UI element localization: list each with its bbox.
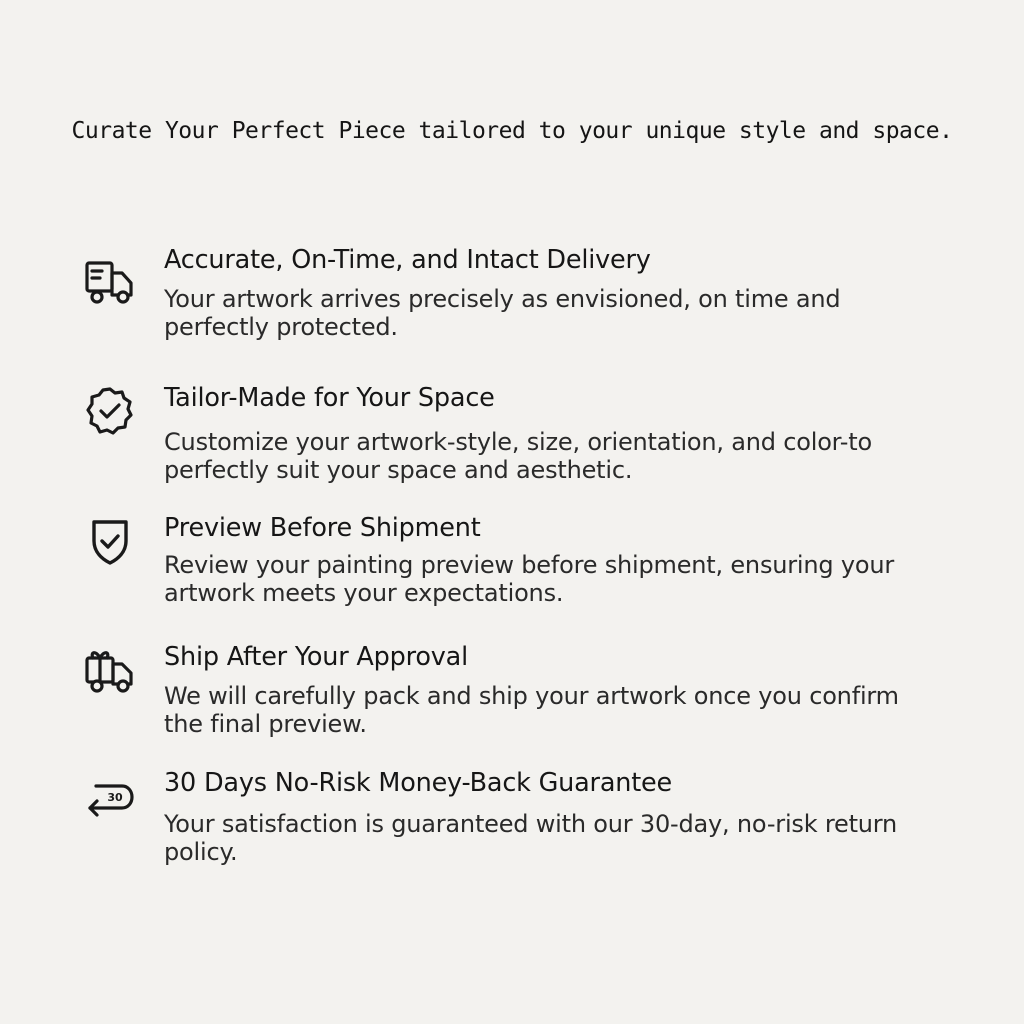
return-30-icon xyxy=(82,772,138,828)
feature-title: Preview Before Shipment xyxy=(164,513,481,543)
gift-truck-icon xyxy=(82,642,138,698)
feature-title: Accurate, On-Time, and Intact Delivery xyxy=(164,245,651,275)
shield-check-icon xyxy=(82,513,138,569)
feature-title: 30 Days No-Risk Money-Back Guarantee xyxy=(164,768,673,798)
feature-tailor-made xyxy=(0,383,1024,493)
feature-description: Your satisfaction is guaranteed with our 30-day, no-risk return policy. xyxy=(164,810,898,866)
feature-description: Your artwork arrives precisely as envisioned, on time and perfectly protected. xyxy=(164,285,841,341)
feature-delivery xyxy=(0,245,1024,355)
feature-preview xyxy=(0,513,1024,623)
feature-title: Ship After Your Approval xyxy=(164,642,468,672)
headline: Curate Your Perfect Piece tailored to your unique style and space. xyxy=(71,118,953,144)
feature-money-back xyxy=(0,768,1024,878)
badge-check-icon xyxy=(82,383,138,439)
feature-description: We will carefully pack and ship your artwork once you confirm the final preview. xyxy=(164,682,899,738)
return-30-label: 30 xyxy=(107,791,123,804)
feature-title: Tailor-Made for Your Space xyxy=(164,383,495,413)
feature-ship-approval xyxy=(0,642,1024,752)
feature-description: Review your painting preview before shipment, ensuring your artwork meets your expectations. xyxy=(164,551,895,607)
delivery-truck-icon xyxy=(82,253,138,309)
feature-description: Customize your artwork-style, size, orientation, and color-to perfectly suit your space and aesthetic. xyxy=(164,428,872,484)
